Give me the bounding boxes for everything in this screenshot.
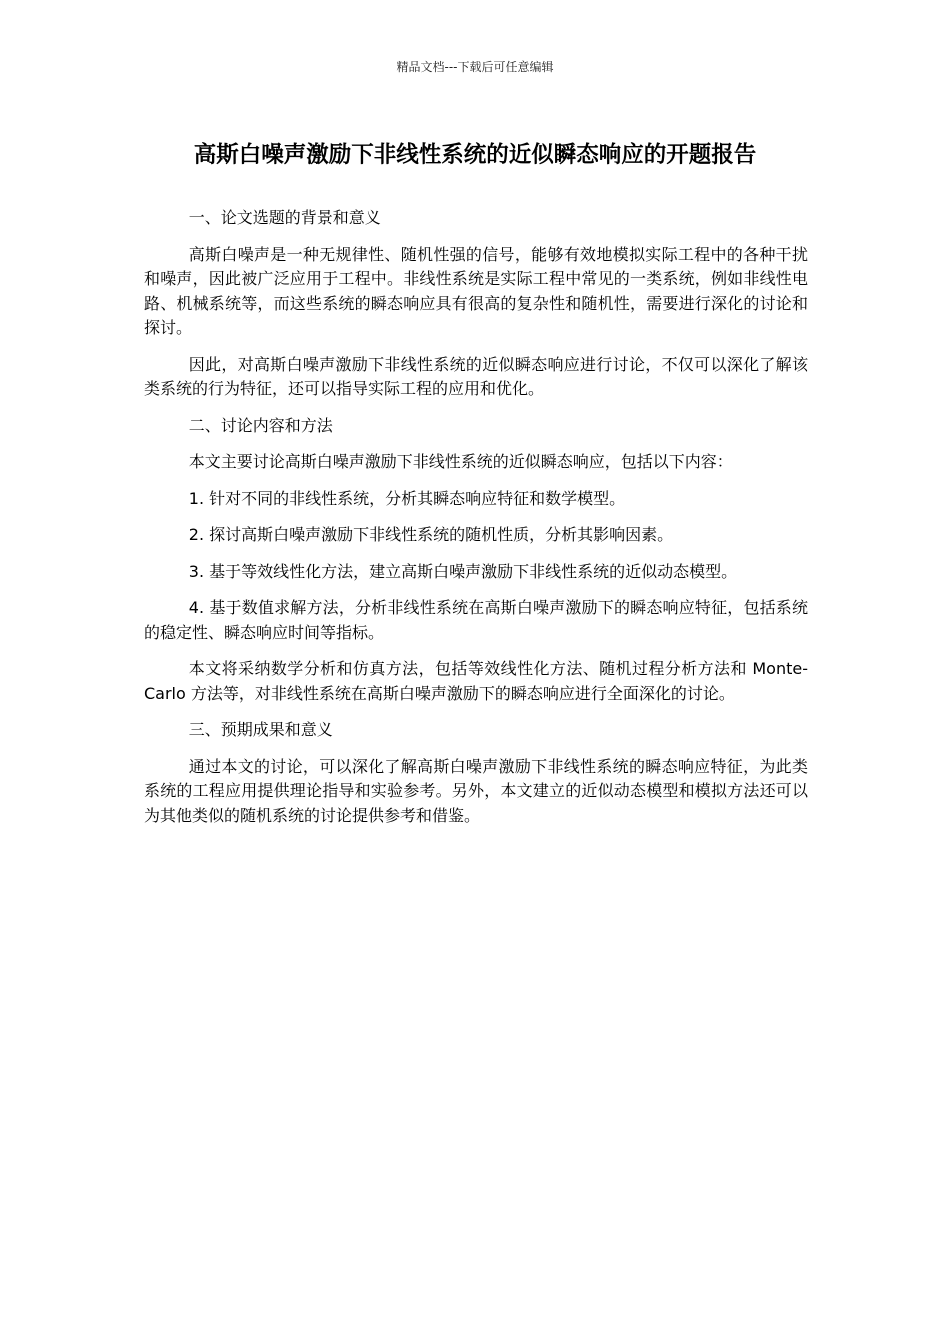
section-heading-content-method: 二、讨论内容和方法 xyxy=(188,415,333,435)
paragraph-methods: 本文将采纳数学分析和仿真方法，包括等效线性化方法、随机过程分析方法和 Monte-Carlo 方法等，对非线性系统在高斯白噪声激励下的瞬态响应进行全面深化的讨论。 xyxy=(144,659,808,703)
document-body xyxy=(144,206,808,840)
paragraph-background-1: 高斯白噪声是一种无规律性、随机性强的信号，能够有效地模拟实际工程中的各种干扰和噪声，因此被广泛应用于工程中。非线性系统是实际工程中常见的一类系统，例如非线性电路、机械系统等，而这些系统的瞬态响应具有很高的复杂性和随机性，需要进行深化的讨论和探讨。 xyxy=(144,244,808,337)
paragraph-expected-results: 通过本文的讨论，可以深化了解高斯白噪声激励下非线性系统的瞬态响应特征，为此类系统的工程应用提供理论指导和实验参考。另外，本文建立的近似动态模型和模拟方法还可以为其他类似的随机系统的讨论提供参考和借鉴。 xyxy=(144,756,808,825)
section-heading-expected-results: 三、预期成果和意义 xyxy=(188,720,333,739)
list-item-1: 1. 针对不同的非线性系统，分析其瞬态响应特征和数学模型。 xyxy=(188,488,626,508)
paragraph-background-2: 因此，对高斯白噪声激励下非线性系统的近似瞬态响应进行讨论，不仅可以深化了解该类系统的行为特征，还可以指导实际工程的应用和优化。 xyxy=(144,354,808,398)
paragraph-content-intro: 本文主要讨论高斯白噪声激励下非线性系统的近似瞬态响应，包括以下内容： xyxy=(188,452,733,471)
header-note: 精品文档---下载后可任意编辑 xyxy=(396,60,554,74)
list-item-2: 2. 探讨高斯白噪声激励下非线性系统的随机性质，分析其影响因素。 xyxy=(188,525,674,544)
page-title: 高斯白噪声激励下非线性系统的近似瞬态响应的开题报告 xyxy=(193,142,757,168)
list-item-4: 4. 基于数值求解方法，分析非线性系统在高斯白噪声激励下的瞬态响应特征，包括系统的稳定性、瞬态响应时间等指标。 xyxy=(144,598,808,642)
section-heading-background: 一、论文选题的背景和意义 xyxy=(188,208,381,227)
list-item-3: 3. 基于等效线性化方法，建立高斯白噪声激励下非线性系统的近似动态模型。 xyxy=(188,561,738,581)
